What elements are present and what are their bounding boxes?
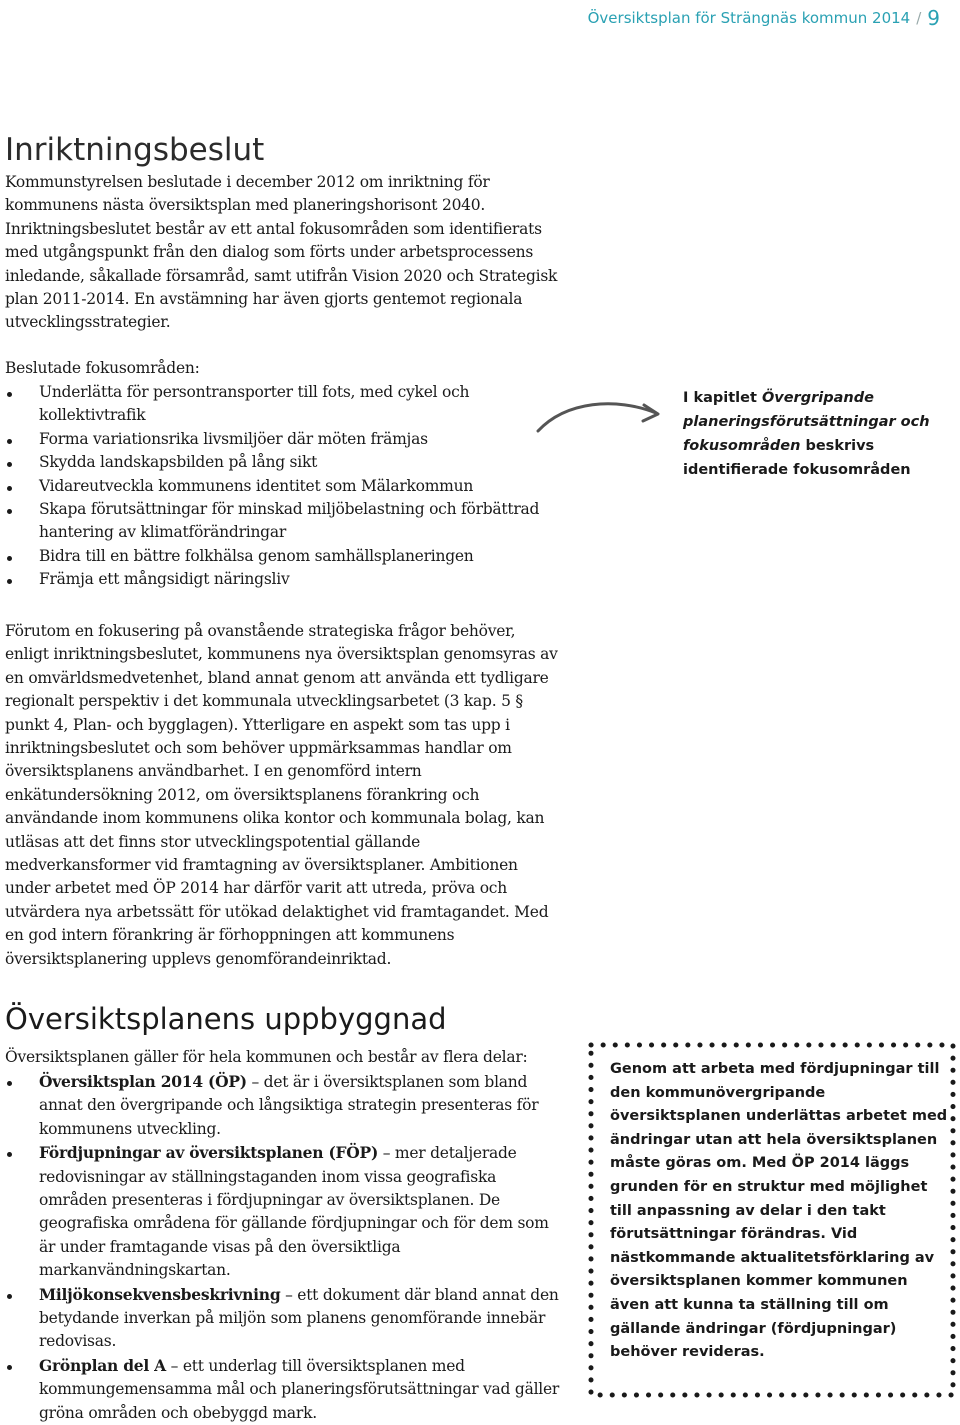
- side-note-suffix: beskrivs identifierade fokusområden: [683, 438, 911, 478]
- info-box-text: Genom att arbeta med fördjupningar till den kommunövergripande översiktsplanen underlättas arbetet med ändringar utan att hela översiktsplanen måste göras om. Med ÖP 2014 läggs grunden för en struktur med möjlighet till anpassning av delar i den takt förutsättningar förändras. Vid nästkommande aktualitetsförklaring av översiktsplanen kommer kommunen även att kunna ta ställning till om gällande ändringar (fördjupningar) behöver revideras.: [610, 1061, 948, 1361]
- part-description: – ett dokument där bland annat den betydande inverkan på miljön som planens genomförande innebär redovisas.: [39, 1285, 559, 1351]
- part-term: Miljökonsekvensbeskrivning: [39, 1284, 281, 1304]
- document-title: Översiktsplan för Strängnäs kommun 2014: [587, 9, 911, 27]
- list-item: [5, 1283, 560, 1354]
- focus-list-title: Beslutade fokusområden:: [5, 359, 200, 377]
- running-header: [588, 4, 940, 28]
- part-description: – mer detaljerade redovisningar av ställningstaganden inom vissa geografiska områden presenteras i fördjupningar av översiktsplanen. De geografiska områdena för gällande fördjupningar och för dem som är under framtagande visas på den översiktliga markanvändningskartan.: [39, 1144, 549, 1280]
- curved-arrow-icon: [536, 395, 666, 435]
- section-heading-inriktningsbeslut: Inriktningsbeslut: [5, 132, 265, 168]
- part-description: – ett underlag till översiktsplanen med kommungemensamma mål och planeringsförutsättningar vad gäller gröna områden och obebyggd mark.: [39, 1356, 560, 1422]
- list-item: Underlätta för persontransporter till fots, med cykel och kollektivtrafik: [5, 381, 560, 428]
- info-box: [586, 1040, 958, 1400]
- intro-paragraph: Kommunstyrelsen beslutade i december 2012 om inriktning för kommunens nästa översiktsplan med planeringshorisont 2040. Inriktningsbeslutet består av ett antal fokusområden som identifierats med utgångspunkt från den dialog som förts under arbetsprocessens inledande, såkallade församråd, samt utifrån Vision 2020 och Strategisk plan 2011-2014. En avstämning har även gjorts gentemot regionala utvecklingsstrategier.: [5, 173, 558, 332]
- plan-parts-list: [5, 1070, 560, 1425]
- list-item: Skapa förutsättningar för minskad miljöbelastning och förbättrad hantering av klimatförändringar: [5, 498, 560, 545]
- structure-intro: Översiktsplanen gäller för hela kommunen och består av flera delar:: [5, 1048, 528, 1066]
- section-heading-uppbyggnad: Översiktsplanens uppbyggnad: [5, 1002, 447, 1036]
- list-item: [5, 1354, 560, 1425]
- list-item: Främja ett mångsidigt näringsliv: [5, 568, 560, 591]
- header-separator: /: [916, 9, 922, 27]
- page-number: 9: [927, 6, 940, 30]
- focus-area-list: [5, 381, 560, 592]
- list-item: Vidareutveckla kommunens identitet som Mälarkommun: [5, 475, 560, 498]
- list-item: Bidra till en bättre folkhälsa genom samhällsplaneringen: [5, 545, 560, 568]
- list-item: Skydda landskapsbilden på lång sikt: [5, 451, 560, 474]
- body-paragraph: Förutom en fokusering på ovanstående strategiska frågor behöver, enligt inriktningsbeslutet, kommunens nya översiktsplan genomsyras av en omvärldsmedvetenhet, bland annat genom att använda ett tydligare regionalt perspektiv i det kommunala utvecklingsarbetet (3 kap. 5 § punkt 4, Plan- och bygglagen). Ytterligare en aspekt som tas upp i inriktningsbeslutet och som behöver uppmärksammas handlar om översiktsplanens användbarhet. I en genomförd intern enkätundersökning 2012, om översiktsplanens förankring och användande inom kommunens olika kontor och kommunala bolag, kan utläsas att det finns stor utvecklingspotential gällande medverkansformer vid framtagning av översiktsplaner. Ambitionen under arbetet med ÖP 2014 har därför varit att utreda, pröva och utvärdera nya arbetssätt för utökad delaktighet vid framtagandet. Med en god intern förankring är förhoppningen att kommunens översiktsplanering upplevs genomförandeinriktad.: [5, 622, 558, 968]
- list-item: Forma variationsrika livsmiljöer där möten främjas: [5, 428, 560, 451]
- side-note-prefix: I kapitlet: [683, 390, 762, 406]
- part-term: Översiktsplan 2014 (ÖP): [39, 1072, 247, 1091]
- side-note-chapter-link: Övergripande planeringsförutsättningar och fokusområden: [683, 390, 930, 454]
- side-note: [683, 386, 948, 482]
- part-term: Fördjupningar av översiktsplanen (FÖP): [39, 1143, 379, 1163]
- part-term: Grönplan del A: [39, 1355, 166, 1375]
- list-item: [5, 1141, 560, 1282]
- part-description: – det är i översiktsplanen som bland annat den övergripande och långsiktiga strategin presenteras för kommunens utveckling.: [39, 1073, 539, 1138]
- list-item: [5, 1070, 560, 1141]
